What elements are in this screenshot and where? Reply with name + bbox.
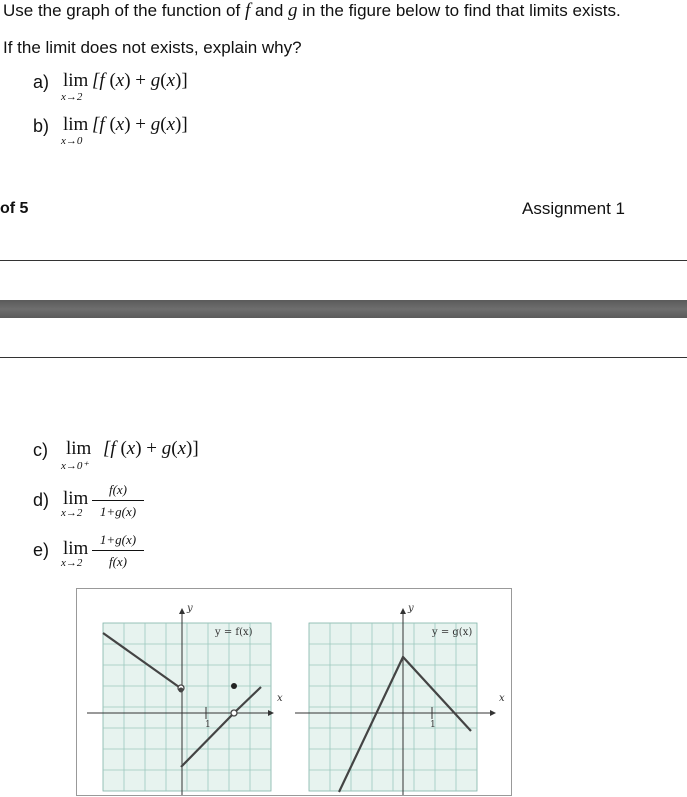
f-function-label: y = f(x) [215,627,253,638]
fraction-denominator: f(x) [108,554,128,569]
assignment-title: Assignment 1 [522,199,625,218]
fraction-numerator: 1+g(x) [99,532,137,547]
limit-expression: [f (x) + g(x)] [103,438,199,459]
page-divider-bottom [0,357,687,358]
limit-expression: [f (x) + g(x)] [92,70,188,91]
item-label: d) [33,490,50,510]
lim-subscript: x→2 [61,557,83,569]
page-divider-top [0,260,687,261]
g-y-label: y [408,603,414,614]
graph-figure [76,588,512,796]
lim-subscript: x→2 [61,507,83,519]
lim-subscript: x→0⁺ [61,460,89,472]
f-closed-point-right [231,683,237,689]
item-label: a) [33,72,50,92]
question-text-mid: and [250,1,289,20]
fraction-bar [92,550,144,551]
lim-operator: lim [63,488,89,509]
f-x-label: x [277,693,283,704]
page-break-band [0,300,687,318]
lim-subscript: x→0 [61,135,83,147]
g-x-label: x [499,693,505,704]
item-label: c) [33,440,48,460]
fraction-numerator: f(x) [108,482,128,497]
g-tick-label: 1 [430,720,436,730]
f-closed-point-left [179,688,184,693]
page-count: of 5 [0,200,29,217]
function-f-symbol: f [244,0,251,21]
lim-operator: lim [63,538,89,559]
question-text-post: in the figure below to find that limits exists. [297,1,621,20]
limit-expression: [f (x) + g(x)] [92,114,188,135]
graph-svg [77,589,513,797]
item-label: e) [33,540,50,560]
function-g-symbol: g [288,0,298,21]
g-function-label: y = g(x) [432,627,473,638]
fraction-bar [92,500,144,501]
g-graph-panel [295,603,505,795]
lim-operator: lim [63,70,89,91]
f-graph-panel [87,603,283,795]
question-line-1 [3,0,621,22]
f-tick-label: 1 [205,720,211,730]
lim-operator: lim [63,114,89,135]
item-label: b) [33,116,50,136]
lim-subscript: x→2 [61,91,83,103]
fraction-denominator: 1+g(x) [99,504,137,519]
question-text-pre: Use the graph of the function of [3,1,245,20]
question-line-2: If the limit does not exists, explain why? [3,38,302,57]
lim-operator: lim [66,438,92,459]
f-y-label: y [187,603,193,614]
